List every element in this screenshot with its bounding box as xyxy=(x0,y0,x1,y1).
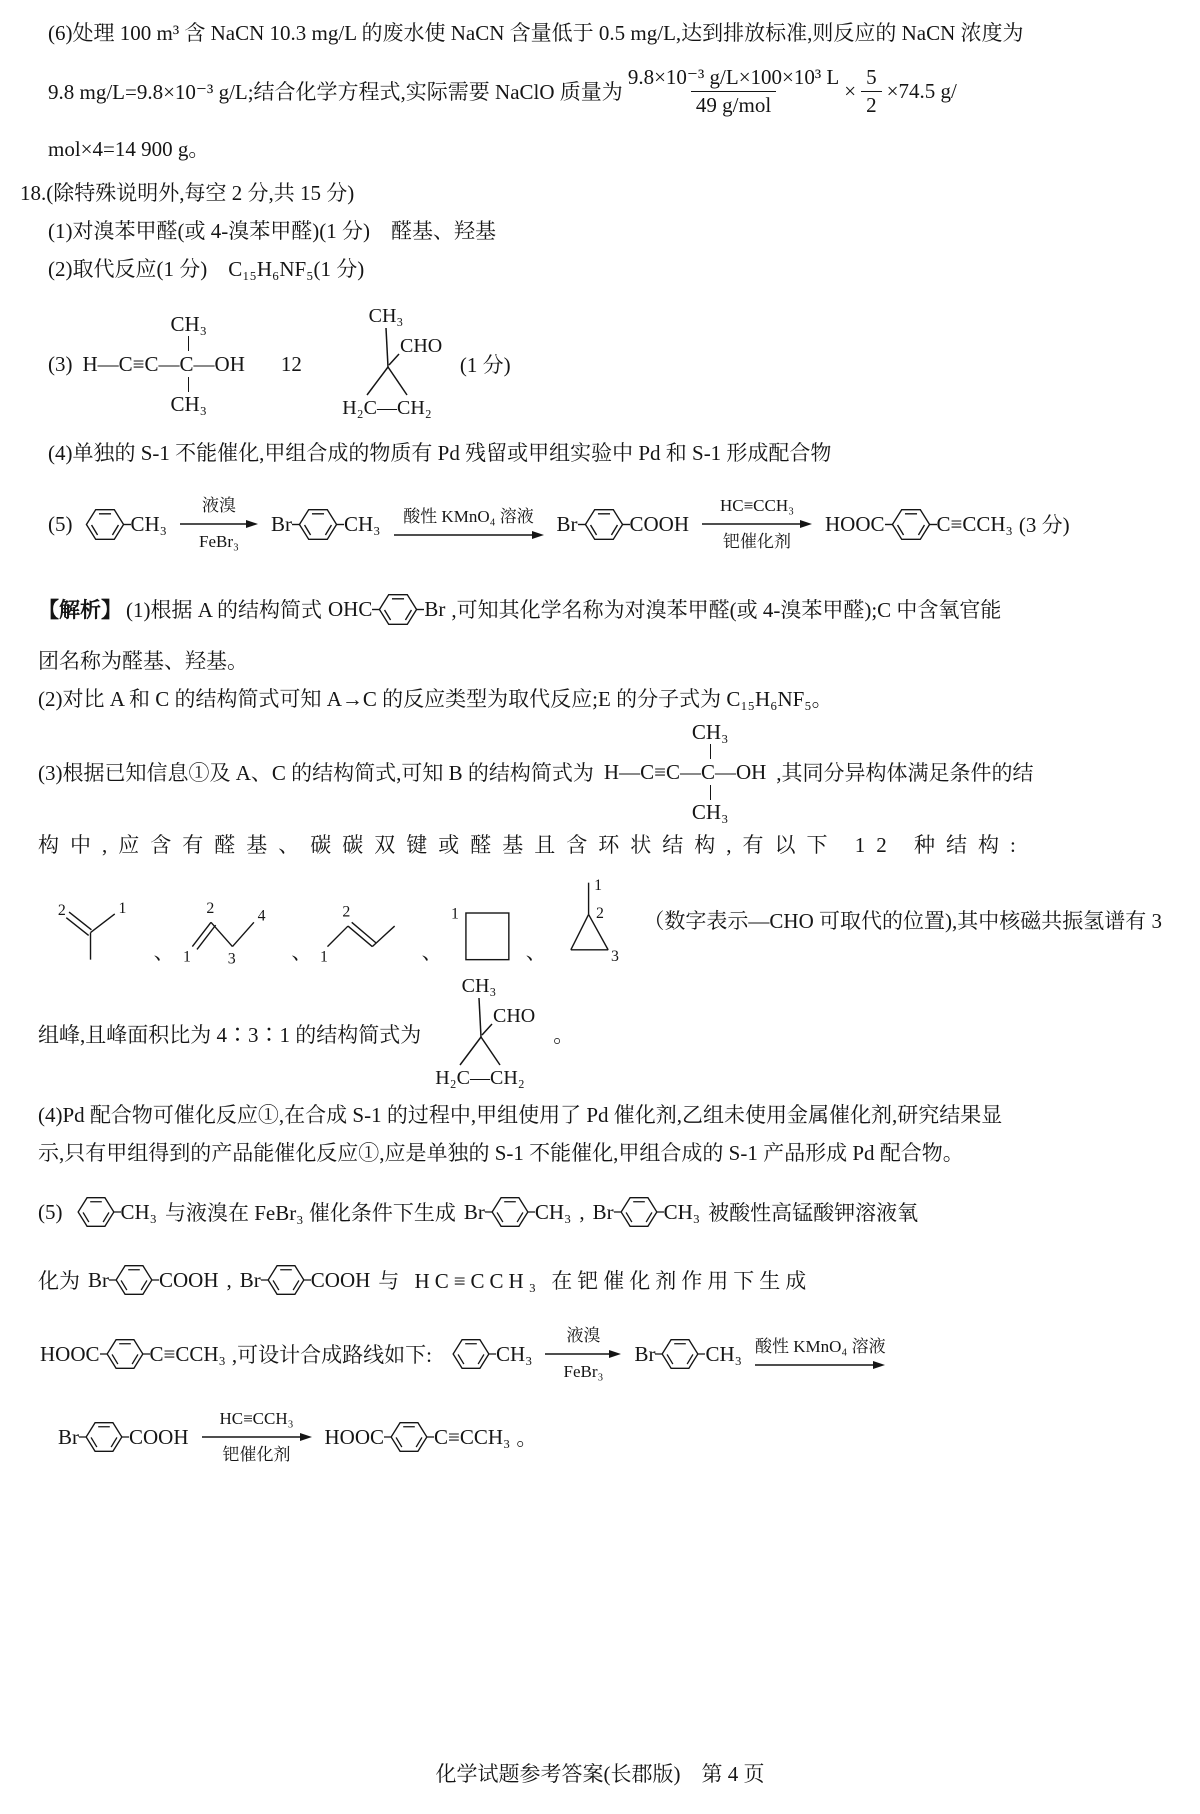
substituent-label: CH₃ xyxy=(495,1341,533,1366)
text: 与 HC≡CCH₃ 在钯催化剂作用下生成 xyxy=(378,1269,812,1293)
isomer-structures-row xyxy=(56,870,1162,970)
substituent-label: CH₃ xyxy=(170,311,207,336)
molecule-toluene xyxy=(71,1193,158,1231)
punctuation: 。 xyxy=(516,1426,538,1450)
analysis-p1-line1 xyxy=(38,576,1162,642)
reaction-arrow xyxy=(202,1408,312,1466)
substituent-label: CH₃ xyxy=(705,1341,742,1366)
substituent-label: HOOC xyxy=(324,1424,385,1449)
structure-b xyxy=(604,720,766,825)
substituent-label: CH₃ xyxy=(130,511,167,536)
molecule-p-bromobenzaldehyde xyxy=(328,590,445,629)
bond-line xyxy=(188,336,189,351)
reaction-arrow xyxy=(702,495,812,553)
condition-above: HC≡CCH₃ xyxy=(219,1408,294,1428)
benzene-ring-icon xyxy=(614,1193,664,1231)
text: ×74.5 g/ xyxy=(886,78,957,103)
molecule-p-bromotoluene xyxy=(271,505,381,544)
molecule-toluene xyxy=(79,505,168,544)
benzene-ring-icon xyxy=(79,1418,129,1456)
text: 与液溴在 FeBr₃ 催化条件下生成 xyxy=(165,1201,456,1225)
substituent-label: Br xyxy=(463,1199,485,1224)
answer-18-5-scheme xyxy=(48,478,1162,570)
fraction-numerator: 5 xyxy=(866,65,877,90)
reaction-arrow xyxy=(180,495,258,553)
bond-line xyxy=(710,785,711,800)
item-label: (3) xyxy=(48,351,73,376)
answer-count: 12 xyxy=(280,351,302,376)
list-separator: 、 xyxy=(525,940,547,964)
arrow-icon xyxy=(394,530,544,540)
fraction-denominator: 2 xyxy=(861,91,882,118)
benzene-ring-icon xyxy=(446,1335,496,1373)
analysis-p3-line2: 构中,应含有醛基、碳碳双键或醛基且含环状结构,有以下 12 种结构: xyxy=(38,833,1027,857)
substituent-label: COOH xyxy=(310,1267,371,1292)
fraction-numerator: 9.8×10⁻³ g/L×100×10³ L xyxy=(627,65,840,90)
benzene-ring-icon xyxy=(292,505,344,544)
cyclopropane-structure xyxy=(427,975,547,1093)
substituent-label: Br xyxy=(58,1424,79,1449)
page-footer: 化学试题参考答案(长郡版) 第 4 页 xyxy=(435,1762,765,1786)
condition-below: FeBr₃ xyxy=(199,532,239,551)
analysis-title: 【解析】 xyxy=(38,598,122,622)
svg-text:3: 3 xyxy=(610,948,619,966)
isomer-1-butene xyxy=(183,884,284,970)
substituent-label: C≡CCH₃ xyxy=(434,1424,511,1449)
substituent-label: OHC xyxy=(328,596,373,621)
analysis-p4-line2: 示,只有甲组得到的产品能催化反应①,应是单独的 S-1 不能催化,甲组合成的 S-1 产品形成 Pd 配合物。 xyxy=(38,1141,964,1165)
svg-text:1: 1 xyxy=(450,905,459,923)
substituent-label: Br xyxy=(424,596,446,621)
cyclopropane-structure xyxy=(334,305,454,423)
score-label: (1 分) xyxy=(459,353,511,377)
molecule-toluene xyxy=(446,1335,533,1373)
structure-main-formula: H—C≡C—C—OH xyxy=(82,351,245,376)
structure-main-formula: H—C≡C—C—OH xyxy=(603,759,767,784)
molecule-p-bromotoluene xyxy=(634,1335,742,1373)
item-label: (5) xyxy=(48,511,73,536)
analysis-p5-line1 xyxy=(38,1178,1162,1246)
arrow-icon xyxy=(702,519,812,529)
methyl-top xyxy=(171,312,208,351)
substituent-label: HOOC xyxy=(825,511,885,536)
text: 组峰,且峰面积比为 4∶3∶1 的结构简式为 xyxy=(38,1023,422,1047)
score-label: (3 分) xyxy=(1018,513,1070,537)
svg-text:2: 2 xyxy=(57,901,66,919)
svg-text:CHO: CHO xyxy=(493,1005,536,1027)
substituent-label: COOH xyxy=(129,1424,189,1449)
benzene-ring-icon xyxy=(71,1193,121,1231)
answer-6 xyxy=(48,14,1162,168)
text-line: (6)处理 100 m³ 含 NaCN 10.3 mg/L 的废水使 NaCN 含量低于 0.5 mg/L,达到排放标准,则反应的 NaCN 浓度为 xyxy=(48,21,1024,45)
benzene-ring-icon xyxy=(485,1193,535,1231)
answer-18-3 xyxy=(48,294,1162,434)
analysis-p1-line2: 团名称为醛基、羟基。 xyxy=(38,649,248,673)
isomer-methylcyclopropane xyxy=(555,870,630,970)
reaction-arrow xyxy=(755,1336,886,1372)
condition-above: HC≡CCH₃ xyxy=(719,495,795,515)
svg-text:1: 1 xyxy=(118,900,127,918)
benzene-ring-icon xyxy=(261,1261,311,1299)
isomer-note: （数字表示—CHO 可取代的位置),其中核磁共振氢谱有 3 xyxy=(643,909,1162,933)
text: 9.8 mg/L=9.8×10⁻³ g/L;结合化学方程式,实际需要 NaClO 质量为 xyxy=(48,80,623,104)
substituent-label: COOH xyxy=(629,511,690,536)
punctuation: , xyxy=(226,1267,232,1292)
benzene-ring-icon xyxy=(372,590,424,629)
condition-below: FeBr₃ xyxy=(563,1362,604,1381)
benzene-ring-icon xyxy=(109,1261,159,1299)
substituent-label: C≡CCH₃ xyxy=(936,511,1013,536)
substituent-label: Br xyxy=(556,511,578,536)
analysis-p5-line2 xyxy=(38,1246,1162,1314)
bond-line xyxy=(710,744,711,759)
svg-text:2: 2 xyxy=(595,905,604,923)
fraction-denominator: 49 g/mol xyxy=(691,91,776,118)
svg-text:2: 2 xyxy=(205,900,214,918)
isomer-cyclobutane xyxy=(451,884,518,970)
substituent-label: Br xyxy=(271,511,292,536)
methyl-bottom xyxy=(171,377,208,416)
svg-text:H₂C—CH₂: H₂C—CH₂ xyxy=(342,397,432,419)
analysis-p5-line3 xyxy=(38,1314,1162,1394)
text: 化为 xyxy=(38,1269,80,1293)
condition-below: 钯催化剂 xyxy=(723,532,792,551)
reaction-arrow xyxy=(545,1325,621,1383)
molecule-p-bromobenzoic-acid xyxy=(88,1261,219,1299)
substituent-label: Br xyxy=(239,1267,261,1292)
analysis-p3-line1 xyxy=(38,718,1162,826)
arrow-icon xyxy=(545,1349,621,1359)
substituent-label: CH₃ xyxy=(663,1199,701,1224)
molecule-product xyxy=(40,1335,226,1373)
item-label: (5) xyxy=(38,1199,63,1224)
benzene-ring-icon xyxy=(655,1335,705,1373)
isomer-methylpropene xyxy=(56,884,146,970)
arrow-icon xyxy=(202,1432,312,1442)
structure-b xyxy=(83,312,245,417)
substituent-label: COOH xyxy=(159,1267,219,1292)
reaction-arrow xyxy=(394,506,544,542)
svg-text:H₂C—CH₂: H₂C—CH₂ xyxy=(435,1067,526,1089)
condition-above: 酸性 KMnO₄ 溶液 xyxy=(403,506,534,526)
multiply-sign: × xyxy=(844,78,857,103)
molecule-p-bromobenzoic-acid xyxy=(557,505,690,544)
analysis-p3-line4 xyxy=(38,972,1162,1096)
svg-text:CH₃: CH₃ xyxy=(368,305,404,327)
benzene-ring-icon xyxy=(885,505,937,544)
molecule-product xyxy=(325,1418,511,1456)
text: ,其同分异构体满足条件的结 xyxy=(776,761,1034,785)
molecule-p-bromotoluene xyxy=(593,1193,701,1231)
isomer-2-butene xyxy=(320,884,413,970)
text: 。 xyxy=(553,1023,575,1047)
condition-above: 液溴 xyxy=(202,495,236,515)
text: ,可设计合成路线如下: xyxy=(231,1343,432,1367)
svg-text:4: 4 xyxy=(257,907,266,925)
substituent-label: CH₃ xyxy=(120,1199,157,1224)
substituent-label: Br xyxy=(592,1199,614,1224)
substituent-label: CH₃ xyxy=(344,511,381,536)
question-18-header: 18.(除特殊说明外,每空 2 分,共 15 分) xyxy=(20,181,355,205)
svg-text:1: 1 xyxy=(593,877,602,895)
benzene-ring-icon xyxy=(578,505,630,544)
svg-text:1: 1 xyxy=(320,948,329,966)
molecule-p-bromobenzoic-acid xyxy=(240,1261,371,1299)
molecule-product xyxy=(825,505,1013,544)
svg-text:CHO: CHO xyxy=(399,335,443,357)
text: (3)根据已知信息①及 A、C 的结构简式,可知 B 的结构简式为 xyxy=(38,761,594,785)
methyl-top xyxy=(692,720,729,759)
benzene-ring-icon xyxy=(100,1335,150,1373)
bond-line xyxy=(188,377,189,392)
list-separator: 、 xyxy=(421,940,443,964)
substituent-label: CH₃ xyxy=(534,1199,572,1224)
arrow-icon xyxy=(755,1360,885,1370)
text: 被酸性高锰酸钾溶液氧 xyxy=(708,1201,919,1225)
substituent-label: HOOC xyxy=(40,1341,100,1366)
condition-below: 钯催化剂 xyxy=(222,1445,291,1464)
answer-18-1: (1)对溴苯甲醛(或 4-溴苯甲醛)(1 分) 醛基、羟基 xyxy=(48,219,496,243)
arrow-icon xyxy=(180,519,258,529)
fraction xyxy=(861,64,882,118)
punctuation: , xyxy=(579,1199,585,1224)
answer-18-2: (2)取代反应(1 分) C₁₅H₆NF₅(1 分) xyxy=(48,257,365,281)
methyl-bottom xyxy=(692,785,729,824)
molecule-p-bromobenzoic-acid xyxy=(58,1418,189,1456)
condition-above: 酸性 KMnO₄ 溶液 xyxy=(754,1336,886,1356)
substituent-label: CH₃ xyxy=(170,392,207,417)
condition-above: 液溴 xyxy=(566,1325,601,1345)
substituent-label: C≡CCH₃ xyxy=(149,1341,226,1366)
substituent-label: Br xyxy=(88,1267,109,1292)
text-line: mol×4=14 900 g。 xyxy=(48,137,210,161)
molecule-p-bromotoluene xyxy=(464,1193,572,1231)
analysis-p2: (2)对比 A 和 C 的结构简式可知 A→C 的反应类型为取代反应;E 的分子式为 C₁₅H₆NF₅。 xyxy=(38,687,833,711)
svg-text:2: 2 xyxy=(342,903,351,921)
svg-text:1: 1 xyxy=(182,948,191,966)
list-separator: 、 xyxy=(291,940,313,964)
list-separator: 、 xyxy=(153,940,175,964)
substituent-label: CH₃ xyxy=(691,719,729,744)
analysis-p5-line4 xyxy=(56,1394,1162,1480)
svg-text:3: 3 xyxy=(227,950,236,968)
substituent-label: Br xyxy=(634,1341,656,1366)
analysis-p4-line1: (4)Pd 配合物可催化反应①,在合成 S-1 的过程中,甲组使用了 Pd 催化剂,乙组未使用金属催化剂,研究结果显 xyxy=(38,1103,1003,1127)
formula-line xyxy=(48,52,1162,130)
answer-18-4: (4)单独的 S-1 不能催化,甲组合成的物质有 Pd 残留或甲组实验中 Pd 和 S-1 形成配合物 xyxy=(48,441,832,465)
svg-text:CH₃: CH₃ xyxy=(461,975,497,997)
fraction xyxy=(628,64,839,118)
text: ,可知其化学名称为对溴苯甲醛(或 4-溴苯甲醛);C 中含氧官能 xyxy=(451,598,1002,622)
benzene-ring-icon xyxy=(384,1418,434,1456)
substituent-label: CH₃ xyxy=(691,800,729,825)
text: (1)根据 A 的结构简式 xyxy=(126,598,322,622)
benzene-ring-icon xyxy=(79,505,131,544)
